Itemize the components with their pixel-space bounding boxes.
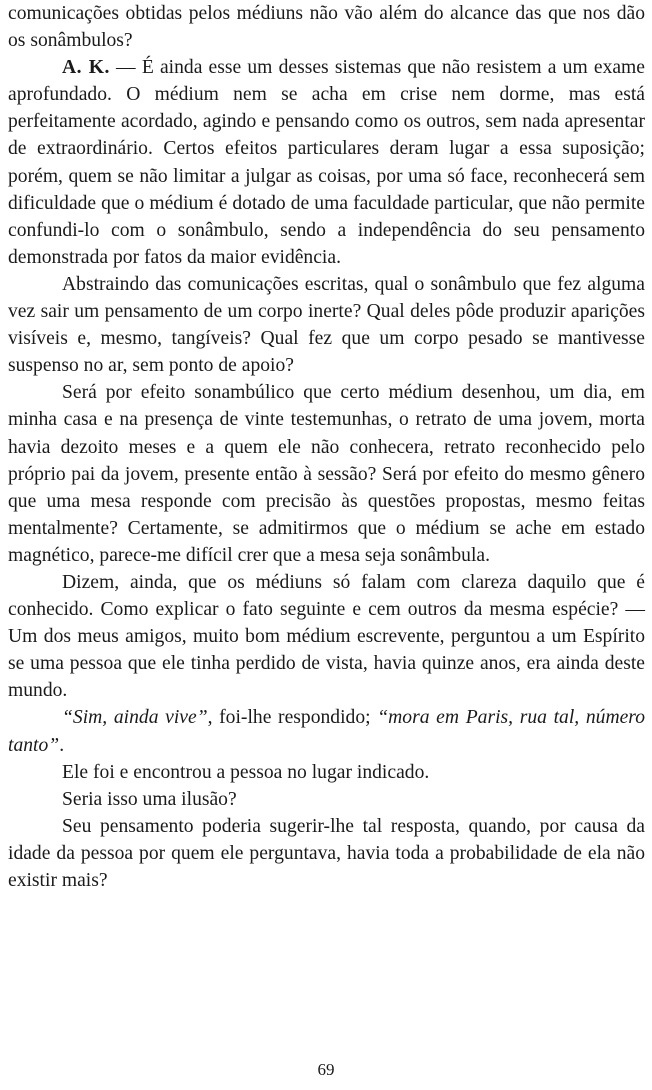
paragraph-continuation: comunicações obtidas pelos médiuns não vão além do alcance das que nos dão os sonâmbulos? (8, 3, 645, 52)
quote-first: “Sim, ainda vive” (62, 707, 208, 729)
quote-end: . (59, 734, 65, 756)
paragraph-dizem: Dizem, ainda, que os médiuns só falam com clareza daquilo que é conhecido. Como explicar o fato seguinte e cem outros da mesma espécie? — Um dos meus amigos, muito bom médium escrevente, perguntou a um Espírito se uma pessoa que ele tinha perdido de vista, havia quinze anos, era ainda deste mundo. (8, 571, 645, 702)
paragraph-ele-foi: Ele foi e encontrou a pessoa no lugar indicado. (62, 761, 430, 783)
paragraph-seu-pensamento: Seu pensamento poderia sugerir-lhe tal resposta, quando, por causa da idade da pessoa por quem ele perguntava, havia toda a probabilidade de ela não existir mais? (8, 815, 645, 891)
paragraph-ilusao: Seria isso uma ilusão? (62, 788, 237, 810)
paragraph-sera: Será por efeito sonambúlico que certo médium desenhou, um dia, em minha casa e na presença de vinte testemunhas, o retrato de uma jovem, morta havia dezoito meses e a quem ele não conhecera, retrato reconhecido pelo próprio pai da jovem, presente então à sessão? Será por efeito do mesmo gênero que uma mesa responde com precisão às questões propostas, mesmo feitas mentalmente? Certamente, se admitirmos que o médium se ache em estado magnético, parece-me difícil crer que a mesa seja sonâmbula. (8, 382, 645, 566)
paragraph-quote (8, 704, 645, 758)
page-number: 69 (317, 1060, 335, 1079)
answer-text: — É ainda esse um desses sistemas que não resistem a um exame aprofundado. O médium nem se acha em crise nem dorme, mas está perfeitamente acordado, agindo e pensando como os outros, sem nada apresentar de extraordinário. Certos efeitos particulares deram lugar a essa suposição; porém, quem se não limitar a julgar as coisas, por uma só face, reconhecerá sem dificuldade que o médium é dotado de uma faculdade particular, que não permite confundi-lo com o sonâmbulo, sendo a independência do seu pensamento demonstrada por fatos da maior evidência. (8, 57, 645, 268)
quote-second: “mora em Paris, rua tal, número tanto” (8, 707, 646, 756)
page-body (8, 0, 645, 894)
quote-connector: , foi-lhe respondido; (207, 707, 378, 729)
speaker-label: A. K. (62, 57, 110, 79)
paragraph-ak-answer (8, 54, 645, 271)
paragraph-abstraindo: Abstraindo das comunicações escritas, qual o sonâmbulo que fez alguma vez sair um pensamento de um corpo inerte? Qual deles pôde produzir aparições visíveis e, mesmo, tangíveis? Qual fez que um corpo pesado se mantivesse suspenso no ar, sem ponto de apoio? (8, 273, 645, 377)
